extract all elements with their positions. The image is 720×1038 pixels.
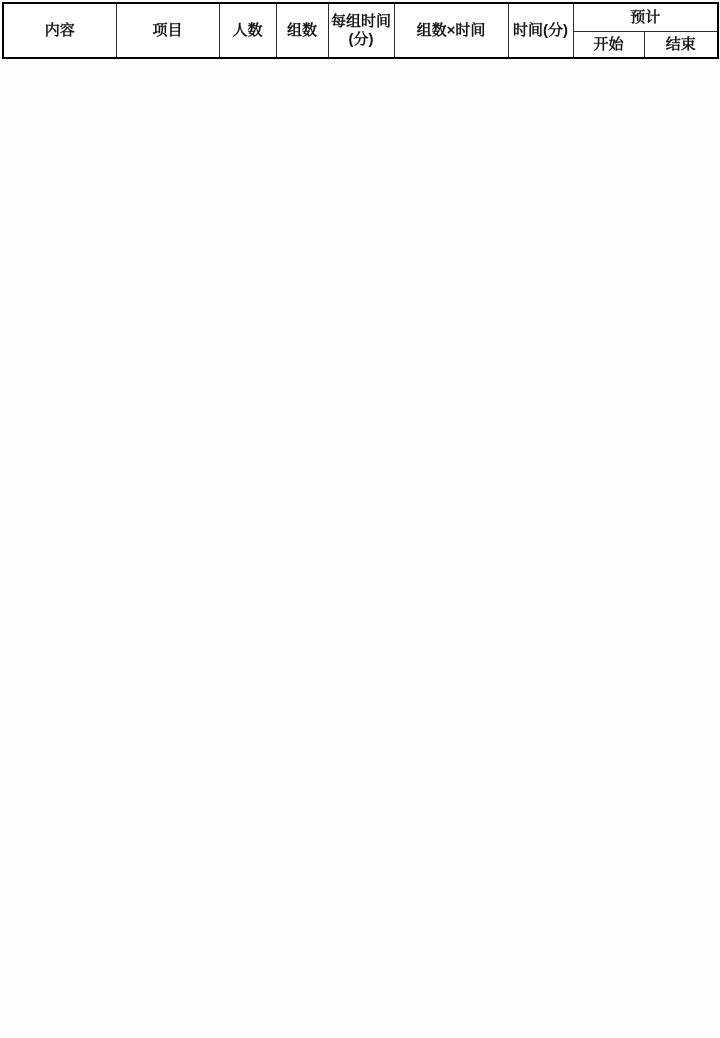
col-header-content: 内容 (3, 3, 116, 58)
col-header-athletes: 人数 (219, 3, 276, 58)
col-header-minutes: 时间(分) (508, 3, 573, 58)
col-header-start: 开始 (573, 32, 644, 59)
col-header-estimate: 预计 (573, 3, 718, 32)
col-header-end: 结束 (644, 32, 718, 59)
col-header-groups: 组数 (276, 3, 328, 58)
col-header-event: 项目 (116, 3, 219, 58)
competition-schedule-table (2, 2, 719, 1036)
table-header (3, 3, 718, 58)
table-body (3, 58, 718, 1035)
col-header-time-per-group: 每组时间(分) (328, 3, 394, 58)
col-header-groups-x-time: 组数×时间 (394, 3, 508, 58)
